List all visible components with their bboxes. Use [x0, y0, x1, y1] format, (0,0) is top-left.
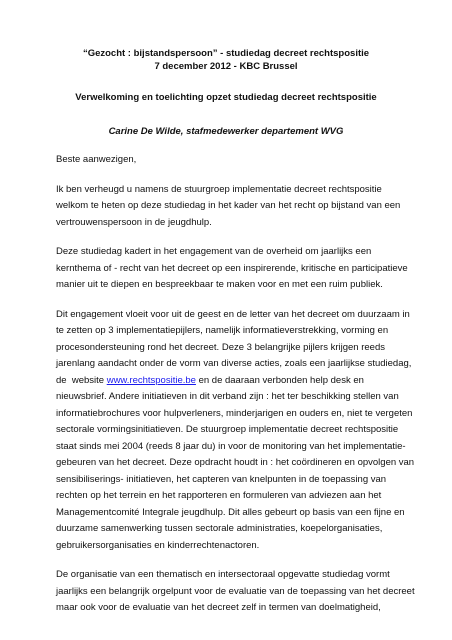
text-line: te zetten op 3 implementatiepijlers, namelijk informatieverstrekking, vorming en — [56, 325, 389, 336]
text-line: nieuwsbrief. Andere initiatieven in dit verband zijn : het ter beschikking stellen van — [56, 391, 399, 402]
salutation-text: Beste aanwezigen, — [56, 154, 137, 165]
paragraph-1 — [56, 182, 436, 232]
text-line: jarenlang aandacht onder de vorm van diverse acties, zoals een jaarlijkse studiedag, — [56, 358, 412, 369]
website-link[interactable]: www.rechtspositie.be — [106, 374, 196, 386]
text-line: Ik ben verheugd u namens de stuurgroep implementatie decreet rechtspositie — [56, 183, 382, 195]
text-line: Dit engagement vloeit voor uit de geest en de letter van het decreet om duurzaam in — [56, 308, 410, 320]
text-line: De organisatie van een thematisch en intersectoraal opgevatte studiedag vormt — [56, 569, 390, 580]
text-line: maar ook voor de evaluatie van het decreet zelf in termen van doelmatigheid, — [56, 602, 381, 613]
paragraph-4 — [56, 567, 436, 617]
text-line: procesondersteuning rond het decreet. Deze 3 belangrijke pijlers krijgen reeds — [56, 341, 385, 353]
salutation — [56, 152, 436, 169]
link-suffix: en de daaraan verbonden help desk en — [195, 374, 364, 386]
document-title — [0, 47, 452, 73]
text-line: kernthema of - recht van het decreet op een inspirerende, kritische en participatieve — [56, 262, 408, 274]
text-line-with-link — [56, 373, 436, 390]
text-line: sectorale vormingsinitiatieven. De stuurgroep implementatie decreet rechtspositie — [56, 424, 399, 435]
link-prefix: de website — [56, 374, 107, 386]
text-line: vertrouwenspersoon in de jeugdhulp. — [56, 216, 212, 228]
text-line: sensibiliserings- initiatieven, het capteren van knelpunten in de toepassing van — [56, 473, 387, 485]
text-line: Managementcomité Integrale jeugdhulp. Dit alles gebeurt op basis van een fijne en — [56, 506, 405, 518]
title-line-1: “Gezocht : bijstandspersoon” - studiedag decreet rechtspositie — [82, 48, 370, 59]
document-subtitle: Verwelkoming en toelichting opzet studiedag decreet rechtspositie — [75, 92, 377, 103]
text-line: staat sinds mei 2004 (reeds 8 jaar du) in voor de monitoring van het implementatie- — [56, 440, 406, 452]
text-line: welkom te heten op deze studiedag in het kader van het recht op bijstand van een — [56, 200, 401, 211]
text-line: gebruikersorganisaties en kinderrechtenactoren. — [56, 539, 260, 551]
paragraph-3 — [56, 307, 436, 555]
text-line: jaarlijks een belangrijk orgelpunt voor de evaluatie van de toepassing van het decreet — [56, 585, 415, 597]
text-line: duurzame samenwerking tussen sectorale administraties, koepelorganisaties, — [56, 523, 383, 534]
text-line: manier uit te diepen en bespreekbaar te maken voor en met een ruim publiek. — [56, 279, 383, 290]
paragraph-2 — [56, 244, 436, 294]
document-body — [56, 152, 436, 630]
text-line: gebeuren van het decreet. Deze opdracht houdt in : het coördineren en opvolgen van — [56, 457, 415, 468]
author-line: Carine De Wilde, stafmedewerker departement WVG — [108, 126, 344, 137]
text-line: rechten op het terrein en het rapporteren en formuleren van adviezen aan het — [56, 490, 382, 501]
title-line-2: 7 december 2012 - KBC Brussel — [154, 61, 298, 72]
text-line: Deze studiedag kadert in het engagement van de overheid om jaarlijks een — [56, 246, 372, 257]
text-line: informatiebrochures voor hulpverleners, minderjarigen en ouders en, niet te vergeten — [56, 407, 413, 419]
